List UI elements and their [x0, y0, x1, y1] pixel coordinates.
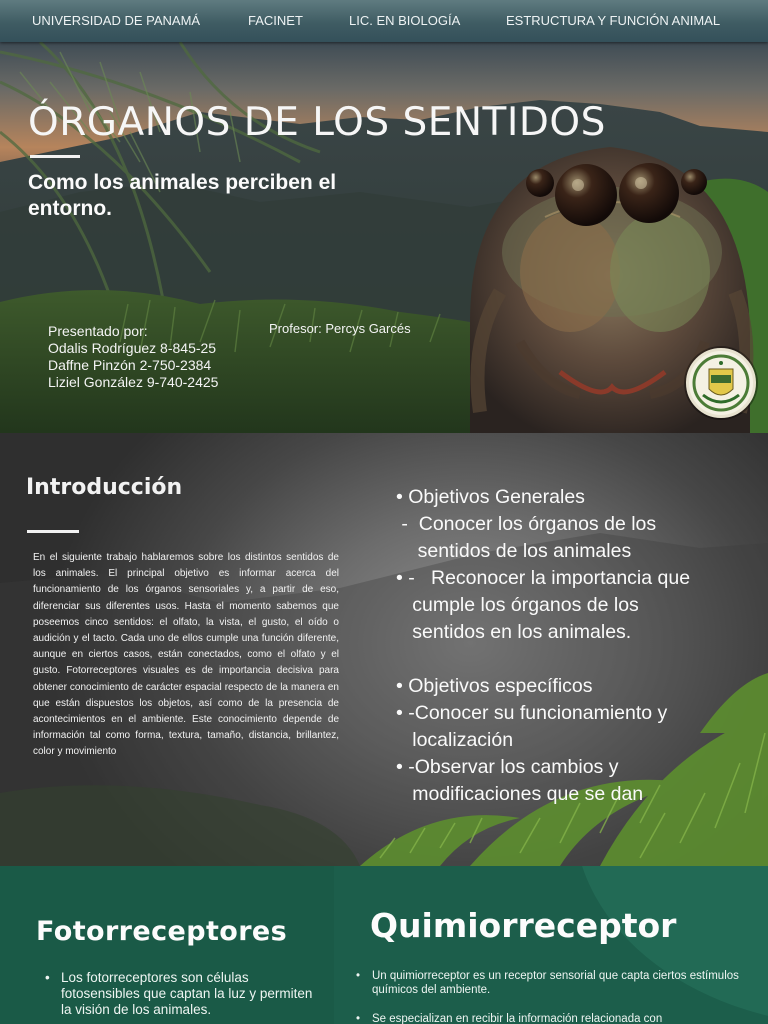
- objective-item-cont: sentidos de los animales: [396, 540, 632, 562]
- quimiorreceptor-list: [356, 970, 756, 1024]
- intro-heading: Introducción: [26, 475, 183, 500]
- page-title: ÓRGANOS DE LOS SENTIDOS: [28, 100, 606, 145]
- list-item: [356, 970, 756, 997]
- objectives-list: [396, 484, 756, 808]
- list-item-text: Un quimiorreceptor es un receptor sensorial que capta ciertos estímulos químicos del ambiente.: [372, 970, 739, 996]
- nav-item-facinet: FACINET: [248, 13, 303, 28]
- objective-item-cont: cumple los órganos de los: [396, 594, 639, 616]
- intro-underline: [27, 530, 79, 533]
- fotorreceptores-title: Fotorreceptores: [36, 916, 288, 947]
- objective-item-cont: modificaciones que se dan: [396, 783, 644, 805]
- list-item-text: Se especializan en recibir la información relacionada con: [372, 1013, 663, 1024]
- presenters-block: [48, 323, 218, 391]
- objective-item-cont: localización: [396, 729, 514, 751]
- objective-specific-heading: • Objetivos específicos: [396, 675, 593, 697]
- hero-section: [0, 42, 768, 433]
- presenter-name: Daffne Pinzón 2-750-2384: [48, 357, 212, 373]
- nav-item-course: ESTRUCTURA Y FUNCIÓN ANIMAL: [506, 13, 721, 28]
- objective-item: • -Conocer su funcionamiento y: [396, 702, 668, 724]
- fotorreceptores-panel: [0, 866, 334, 1024]
- top-nav-bar: [0, 0, 768, 42]
- university-seal-logo: [686, 348, 756, 418]
- list-item: [45, 970, 315, 1018]
- bullet-icon: •: [356, 1013, 361, 1024]
- quimiorreceptor-title: Quimiorreceptor: [370, 906, 677, 945]
- presenter-name: Liziel González 9-740-2425: [48, 374, 219, 390]
- objective-general-heading: • Objetivos Generales: [396, 486, 585, 508]
- objective-item: - Conocer los órganos de los: [396, 513, 657, 535]
- objective-item: • - Reconocer la importancia que: [396, 567, 691, 589]
- presenter-name: Odalis Rodríguez 8-845-25: [48, 340, 217, 356]
- list-item: [356, 1013, 756, 1024]
- objectives-spacer: [396, 646, 756, 673]
- page-subtitle: Como los animales perciben el entorno.: [28, 171, 337, 220]
- bullet-icon: •: [45, 970, 50, 985]
- intro-paragraph: En el siguiente trabajo hablaremos sobre los distintos sentidos de los animales. El principal objetivo es informar acerca del funcionamiento de los órganos sensoriales y, a partir de eso, diferenciar sus diferentes usos. Hasta el momento sabemos que poseemos cinco sentidos: el olfato, la vista, el gusto, el oído o audición y el tacto. Cada uno de ellos cumple una función diferente, aunque en ciertos casos, están conectados, como el olfato y el gusto. Fotorreceptores visuales es de importancia decisiva para obtener conocimiento de carácter espacial respecto de la manera en que están dispuestos los objetos, así como de la presencia de acontecimientos en el ambiente. Este conocimiento depende de información tal como forma, textura, tamaño, distancia, brillantez, color y movimiento: [33, 552, 339, 758]
- objective-item-cont: sentidos en los animales.: [396, 621, 632, 643]
- title-underline: [30, 155, 80, 158]
- quimiorreceptor-panel: [334, 866, 768, 1024]
- nav-item-biologia: LIC. EN BIOLOGÍA: [349, 13, 461, 28]
- list-item-text: Los fotorreceptores son células fotosensibles que captan la luz y permiten la visión de los animales.: [61, 970, 313, 1017]
- fotorreceptores-list: [45, 970, 315, 1018]
- objective-item: • -Observar los cambios y: [396, 756, 619, 778]
- receptor-panels: [0, 866, 768, 1024]
- presented-by-label: Presentado por:: [48, 323, 148, 339]
- bullet-icon: •: [356, 970, 361, 982]
- intro-section: [0, 433, 768, 866]
- seal-emblem-icon: [689, 351, 753, 415]
- nav-item-universidad: UNIVERSIDAD DE PANAMÁ: [32, 13, 201, 28]
- professor-label: Profesor: Percys Garcés: [269, 321, 411, 336]
